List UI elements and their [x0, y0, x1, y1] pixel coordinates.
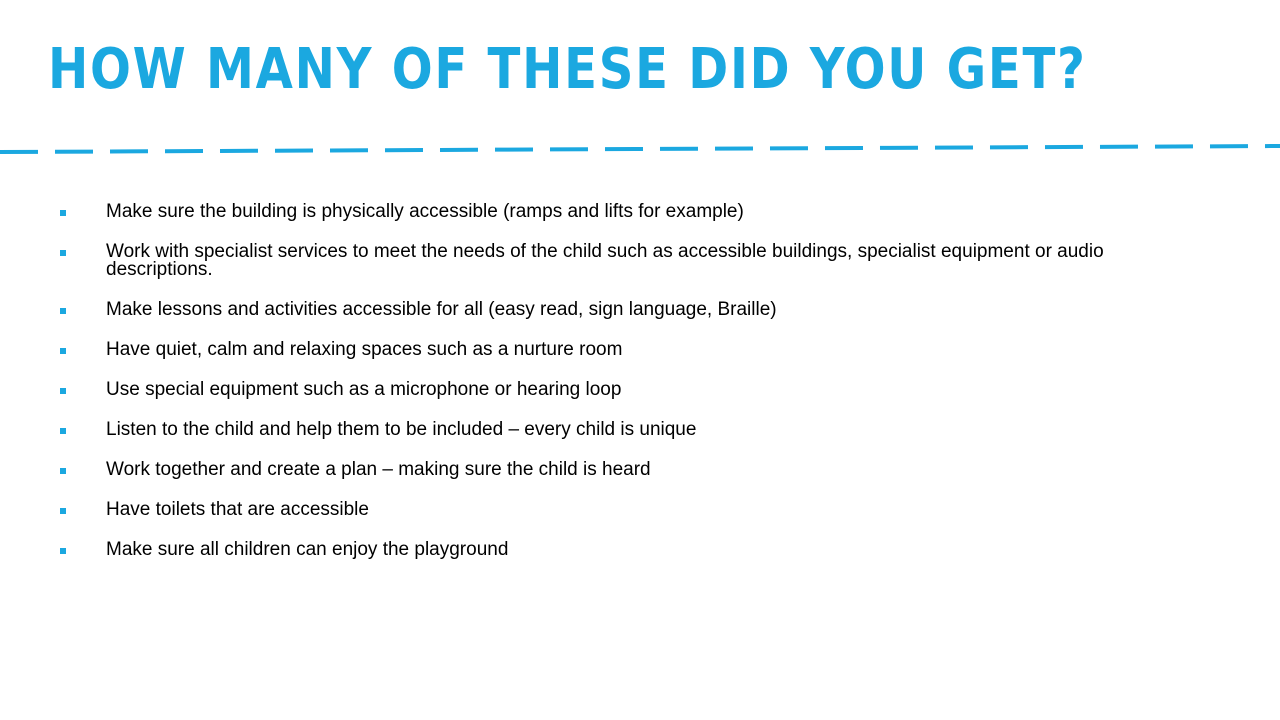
dashed-divider: [0, 138, 1280, 158]
bullet-text: Have toilets that are accessible: [106, 499, 369, 520]
list-item: [0, 301, 1280, 319]
list-item: [0, 243, 1280, 279]
square-bullet-icon: [60, 210, 66, 216]
dashed-divider-line: [0, 146, 1280, 152]
square-bullet-icon: [60, 250, 66, 256]
page-title: HOW MANY OF THESE DID YOU GET?: [48, 37, 1087, 102]
bullet-text: Listen to the child and help them to be included – every child is unique: [106, 419, 697, 440]
bullet-list: [0, 203, 1280, 581]
list-item: [0, 541, 1280, 559]
list-item: [0, 381, 1280, 399]
list-item: [0, 341, 1280, 359]
list-item: [0, 501, 1280, 519]
list-item: [0, 421, 1280, 439]
square-bullet-icon: [60, 308, 66, 314]
list-item: [0, 203, 1280, 221]
bullet-text: Work together and create a plan – making sure the child is heard: [106, 459, 651, 480]
bullet-text: Make sure all children can enjoy the playground: [106, 539, 509, 560]
bullet-text: Make sure the building is physically accessible (ramps and lifts for example): [106, 201, 744, 222]
square-bullet-icon: [60, 508, 66, 514]
square-bullet-icon: [60, 468, 66, 474]
bullet-text: Have quiet, calm and relaxing spaces such as a nurture room: [106, 339, 623, 360]
square-bullet-icon: [60, 548, 66, 554]
square-bullet-icon: [60, 428, 66, 434]
bullet-text: Make lessons and activities accessible for all (easy read, sign language, Braille): [106, 299, 777, 320]
bullet-text: Work with specialist services to meet the needs of the child such as accessible buildings, specialist equipment or audio descriptions.: [106, 241, 1104, 280]
list-item: [0, 461, 1280, 479]
square-bullet-icon: [60, 348, 66, 354]
square-bullet-icon: [60, 388, 66, 394]
bullet-text: Use special equipment such as a microphone or hearing loop: [106, 379, 622, 400]
